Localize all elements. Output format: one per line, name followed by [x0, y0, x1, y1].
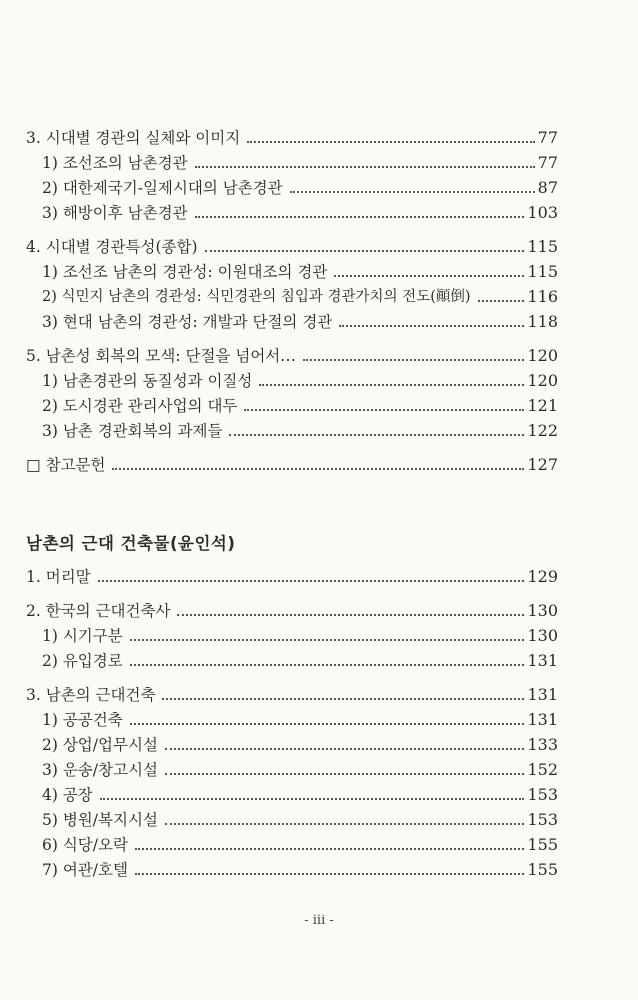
toc-entry-title: 3. 남촌의 근대건축 — [26, 686, 156, 704]
toc-leader-dots — [195, 166, 535, 168]
toc-entry-title: 1) 조선조의 남촌경관 — [42, 154, 188, 172]
toc-entry-page: 118 — [527, 312, 558, 331]
toc-entry-page: 129 — [527, 567, 558, 586]
toc-entry-title: 1) 남촌경관의 동질성과 이질성 — [42, 372, 253, 390]
toc-entry-page: 87 — [537, 178, 558, 197]
toc-entry-title: 7) 여관/호텔 — [42, 861, 128, 879]
toc-leader-dots — [478, 300, 525, 302]
toc-entry-page: 131 — [527, 710, 558, 729]
toc-entry-page: 130 — [527, 626, 558, 645]
toc-entry-page: 130 — [527, 601, 558, 620]
toc-entry — [42, 622, 558, 646]
toc-entry-page: 115 — [527, 237, 558, 256]
toc-leader-dots — [205, 250, 525, 252]
toc-entry — [42, 199, 558, 223]
toc-entry-page: 131 — [527, 685, 558, 704]
toc-entry-page: 120 — [527, 346, 558, 365]
toc-leader-dots — [165, 823, 525, 825]
toc-leader-dots — [290, 191, 535, 193]
toc-entry — [26, 451, 558, 475]
toc-entry — [42, 417, 558, 441]
toc-entry — [42, 308, 558, 332]
toc-entry-title: 1) 조선조 남촌의 경관성: 이원대조의 경관 — [42, 263, 328, 281]
toc-entry-title: 1) 공공건축 — [42, 711, 123, 729]
toc-entry — [26, 597, 558, 621]
toc-entry-title: 5) 병원/복지시설 — [42, 811, 158, 829]
toc-entry-title: 4. 시대별 경관특성(종합) — [26, 238, 198, 256]
toc-leader-dots — [130, 639, 525, 641]
toc-entry — [26, 681, 558, 705]
toc-leader-dots — [244, 409, 524, 411]
toc-entry-page: 116 — [527, 287, 558, 306]
toc-entry — [42, 283, 558, 307]
toc-leader-dots — [162, 698, 524, 700]
toc-leader-dots — [130, 664, 525, 666]
toc-entry-page: 155 — [527, 835, 558, 854]
toc-entry — [26, 233, 558, 257]
toc-leader-dots — [247, 141, 534, 143]
toc-entry-page: 152 — [527, 760, 558, 779]
toc-entry — [42, 731, 558, 755]
toc-entry-page: 120 — [527, 371, 558, 390]
toc-entry-title: 1. 머리말 — [26, 568, 91, 586]
toc-leader-dots — [165, 748, 525, 750]
toc-entry-title: 5. 남촌성 회복의 모색: 단절을 넘어서… — [26, 347, 296, 365]
toc-entry-title: 2) 도시경관 관리사업의 대두 — [42, 397, 238, 415]
toc-entry-title: 3) 운송/창고시설 — [42, 761, 158, 779]
toc-entry-page: 121 — [527, 396, 558, 415]
toc-entry-title: 3) 현대 남촌의 경관성: 개발과 단절의 경관 — [42, 313, 333, 331]
toc-entry-title: □ 참고문헌 — [26, 456, 106, 474]
toc-leader-dots — [135, 848, 525, 850]
toc-entry-page: 131 — [527, 651, 558, 670]
toc-entry — [42, 856, 558, 880]
toc-entry — [26, 124, 558, 148]
toc-entry-title: 2. 한국의 근대건축사 — [26, 602, 171, 620]
toc-entry-page: 127 — [527, 455, 558, 474]
toc-entry — [42, 806, 558, 830]
toc-leader-dots — [112, 468, 524, 470]
toc-entry — [26, 563, 558, 587]
toc-entry — [42, 781, 558, 805]
toc-leader-dots — [100, 798, 525, 800]
toc-entry-page: 77 — [537, 153, 558, 172]
toc-leader-dots — [177, 614, 524, 616]
toc-entry — [42, 149, 558, 173]
toc-leader-dots — [130, 723, 525, 725]
toc-entry — [42, 756, 558, 780]
toc-entry — [42, 367, 558, 391]
toc-entry-page: 155 — [527, 860, 558, 879]
toc-entry-title: 3. 시대별 경관의 실체와 이미지 — [26, 129, 241, 147]
toc-leader-dots — [339, 325, 524, 327]
toc-entry-title: 1) 시기구분 — [42, 627, 123, 645]
toc-entry — [42, 174, 558, 198]
toc-leader-dots — [195, 216, 525, 218]
toc-entry-page: 133 — [527, 735, 558, 754]
toc-entry-title: 6) 식당/오락 — [42, 836, 128, 854]
toc-leader-dots — [334, 275, 524, 277]
toc-entry-page: 77 — [537, 128, 558, 147]
toc-entry — [42, 258, 558, 282]
toc-leader-dots — [98, 580, 525, 582]
toc-entry-title: 3) 남촌 경관회복의 과제들 — [42, 422, 223, 440]
toc-entry-page: 153 — [527, 785, 558, 804]
toc-entry-page: 153 — [527, 810, 558, 829]
toc-entry — [42, 392, 558, 416]
toc-leader-dots — [259, 384, 524, 386]
toc-entry — [42, 647, 558, 671]
toc-entry-title: 2) 상업/업무시설 — [42, 736, 158, 754]
toc-entry-title: 2) 대한제국기-일제시대의 남촌경관 — [42, 179, 283, 197]
toc-leader-dots — [135, 873, 525, 875]
toc-entry-title: 2) 유입경로 — [42, 652, 123, 670]
toc-entry — [42, 706, 558, 730]
toc-entry-title: 4) 공장 — [42, 786, 93, 804]
toc-leader-dots — [165, 773, 525, 775]
toc-leader-dots — [303, 359, 525, 361]
toc-entry — [26, 342, 558, 366]
toc-entry-title: 2) 식민지 남촌의 경관성: 식민경관의 침입과 경관가치의 전도(顚倒) — [42, 289, 471, 305]
toc-entry-page: 115 — [527, 262, 558, 281]
toc-entry-page: 103 — [527, 203, 558, 222]
toc-leader-dots — [229, 434, 524, 436]
toc-entry-page: 122 — [527, 421, 558, 440]
section-heading: 남촌의 근대 건축물(윤인석) — [26, 534, 236, 553]
page-number-footer: - iii - — [304, 913, 334, 928]
toc-entry-title: 3) 해방이후 남촌경관 — [42, 204, 188, 222]
toc-entry — [42, 831, 558, 855]
